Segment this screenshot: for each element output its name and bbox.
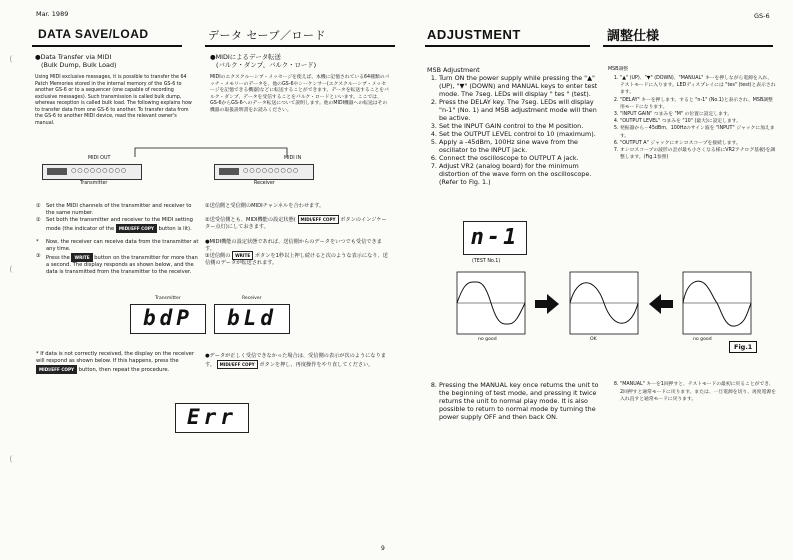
intro-en-body: Using MIDI exclusive messages, it is possible to transfer the 64 Patch Memories stored in the internal memory of the GS-6 to another GS-6 or to a sequencer (one capable of recording exclusive messages). Such transmission is called bulk dump, whereas reception is called bulk load. The following explains how to transfer data from one GS-6 to another. To transfer data from the GS-6 to another MIDI device, read the relevant owner's manual. [35,75,192,126]
step-2-jp [205,215,390,231]
midi-out-label: MIDI OUT [88,156,111,161]
device-buttons: ○○○○○○○○○ [243,167,300,174]
step-3-jp [205,251,390,267]
step-2-en [46,217,198,233]
display-receiver-text: bLd [227,306,277,330]
waveform-ok [570,272,638,334]
write-key: WRITE [71,253,92,262]
transmitter-label: Transmitter [80,181,108,186]
step-1-num: ① [36,203,41,209]
step-3-en [46,253,198,276]
arrow-left-icon [649,294,673,314]
left-rule-jp [205,45,395,47]
midi-cable [135,148,287,157]
test-display [463,221,527,255]
test-display-text: n-1 [470,225,520,250]
test-display-caption: (TEST No.1) [472,259,501,264]
msb-step-en: 7. Adjust VR2 (analog board) for the minimum distortion of the wave form on the oscilloscope. (Refer to Fig. 1.) [439,162,605,186]
step-3-jp-text-end: ボタンを1秒以上押し続けると次のような表示になり、送信側のデータが転送されます。 [205,253,388,266]
msb-steps-en [427,74,605,186]
step-2-jp-text: ②送受信側とも、MIDI機能の設定状態( [205,217,296,223]
fig-label: Fig.1 [729,341,757,353]
step-3-en-text: Press the [46,255,70,261]
display-receiver-caption: Receiver [242,296,262,301]
step-2-num: ② [36,217,41,223]
note-marker: * [36,239,39,245]
error-note-jp-text-end: ボタンを押し、再度操作をやり直してください。 [259,362,374,368]
binding-hole [10,265,15,273]
msb-step-jp: 6. "OUTPUT A" ジャックにオシロスコープを接続します。 [620,140,776,147]
header-date: Mar. 1989 [36,10,69,18]
display-transmitter [130,304,206,334]
intro-en-sub: (Bulk Dump, Bulk Load) [41,61,117,69]
write-key: WRITE [232,251,253,260]
midi-eff-copy-key: MIDI/EFF COPY [36,365,77,374]
msb-heading-en: MSB Adjustment [427,66,480,74]
msb-step-en: 2. Press the DELAY key. The 7seg. LEDs will display "n-1" (No. 1) and MSB adjustment mode will then be active. [439,98,605,122]
binding-hole [10,455,15,463]
step8-en [427,381,605,421]
waveform-no-good-2 [683,272,751,334]
left-rule-en [32,45,182,47]
msb-step-jp: 5. 発振器から－45dBm、100Hzのサイン波を "INPUT" ジャックに加えます。 [620,125,776,139]
step-3-num: ③ [36,253,41,259]
transmitter-device [42,164,142,180]
midi-in-label: MIDI IN [284,156,302,161]
waveform-figure [455,270,765,350]
intro-en-heading: ●Data Transfer via MIDI [35,53,112,61]
intro-jp-sub: (バルク・ダンプ、バルク・ロード) [216,61,317,69]
step-1-jp: ①送信側と受信側のMIDIチャンネルを合わせます。 [205,203,325,209]
msb-step-en: 3. Set the INPUT GAIN control to the M position. [439,122,605,130]
right-title-jp: 調整仕様 [607,29,660,44]
device-display [47,168,67,175]
msb-step-jp: 2. "DELAY" キーを押します。すると "n-1" (No.1)と表示され、MSB調整用モードになります。 [620,97,776,111]
left-title-jp: データ セーブ／ロード [208,29,327,42]
error-note-en [36,351,196,374]
midi-eff-copy-key: MIDI/EFF COPY [116,224,157,233]
right-rule-en [425,45,590,47]
display-transmitter-text: bdP [143,306,193,330]
msb-step-jp: 4. "OUTPUT LEVEL" つまみを "10" (最大)に設定します。 [620,118,776,125]
midi-eff-copy-key: MIDI/EFF COPY [217,360,258,369]
midi-eff-copy-key: MIDI/EFF COPY [298,215,339,224]
msb-step-en: 4. Set the OUTPUT LEVEL control to 10 (maximum). [439,130,605,138]
waveform-no-good-1 [457,272,525,334]
display-transmitter-caption: Transmitter [155,296,181,301]
msb-step-en: 6. Connect the oscilloscope to OUTPUT A jack. [439,154,605,162]
msb-step-jp: 3. "INPUT GAIN" つまみを "M" の位置に設定します。 [620,111,776,118]
intro-jp-heading: ●MIDIによるデータ転送 [210,53,281,61]
wave-label-2: OK [590,337,597,342]
right-title-en: ADJUSTMENT [427,27,521,42]
page-number: 9 [381,545,385,552]
binding-hole [10,55,15,63]
msb-step-jp: 1. "▲" (UP)、"▼" (DOWN)、"MANUAL" キーを押しながら電源を入れ、テストモードに入ります。LEDディスプレイには "tes" (test)と表示されます。 [620,75,776,97]
msb-heading-jp: MSB調整 [608,67,629,72]
step-3-jp-text: ③送信側の [205,253,231,259]
right-rule-jp [603,45,773,47]
step8-jp [608,381,776,404]
note-receive-en: Now, the receiver can receive data from the transmitter at any time. [46,239,199,252]
error-note-jp [205,353,390,369]
wave-label-3: no good [693,337,712,342]
display-error-text: Err [187,405,237,429]
msb-steps-jp [608,75,776,161]
msb-step-jp: 8. "MANUAL" キーを1回押すと、テストモードの最初に戻ることができ、2回押すと通常モードに戻ります。または、一旦電源を切り、再度電源を入れ直すと通常モードに戻ります。 [620,381,776,404]
intro-jp-body: MIDIのエクスクルーシブ・メッセージを使えば、本機に記憶されている64種類のパッチ・メモリーのデータを、他のGS-6やシーケンサー(エクスクルーシブ・メッセージを記憶できる機器)などに転送することができます。データを転送することをバルク・ダンプ、データを受信することをバルク・ロードといいます。ここでは、GS-6からGS-6へのデータ転送について説明します。他のMIDI機器への転送はその機器の取扱説明書をお読みください。 [210,75,390,113]
error-note-jp-text: ●データが正しく受信できなかった場合は、受信側の表示が次のようになります。 [205,353,386,368]
header-model: GS-6 [754,12,770,20]
step-2-jp-text-end: ボタンのインジケーター点灯)にしておきます。 [205,217,387,230]
receiver-label: Receiver [254,181,275,186]
msb-step-en: 8. Pressing the MANUAL key once returns the unit to the beginning of test mode, and pressing it twice returns the unit to normal play mode. It is also possible to return to normal mode by turning the power supply OFF and then back ON. [439,381,605,421]
error-note-en-text-end: button, then repeat the procedure. [78,367,170,373]
wave-label-1: no good [478,337,497,342]
device-display [219,168,239,175]
msb-step-jp: 7. オシロスコープの波形の歪が最も小さくなる様にVR2アナログ基板)を調整します。(Fig.1参照) [620,147,776,161]
step-1-en: Set the MIDI channels of the transmitter and receiver to the same number. [46,203,192,216]
msb-step-en: 5. Apply a -45dBm, 100Hz sine wave from the oscillator to the INPUT jack. [439,138,605,154]
receiver-device [214,164,314,180]
error-note-en-text: * If data is not correctly received, the display on the receiver will respond as shown below. If this happens, press the [36,351,194,364]
left-title-en: DATA SAVE/LOAD [38,27,149,41]
note-receive-jp: ●MIDI機能の設定状態であれば、送信側からのデータをいつでも受信できます。 [205,239,382,252]
step-2-en-text-end: button is lit). [158,226,192,232]
device-buttons: ○○○○○○○○○ [71,167,128,174]
arrow-right-icon [535,294,559,314]
display-receiver [214,304,290,334]
step-3-en-text-end: button on the transmitter for more than a second. The display responds as shown below, and the data is transmitted from the transmitter to the receiver. [46,255,198,275]
msb-step-en: 1. Turn ON the power supply while pressing the "▲" (UP), "▼" (DOWN) and MANUAL keys to enter test mode. The 7seg. LEDs will display " tes " (test). [439,74,605,98]
step-2-en-text: Set both the transmitter and receiver to the MIDI setting mode (the indicator of the [46,217,193,232]
display-error [175,403,249,433]
